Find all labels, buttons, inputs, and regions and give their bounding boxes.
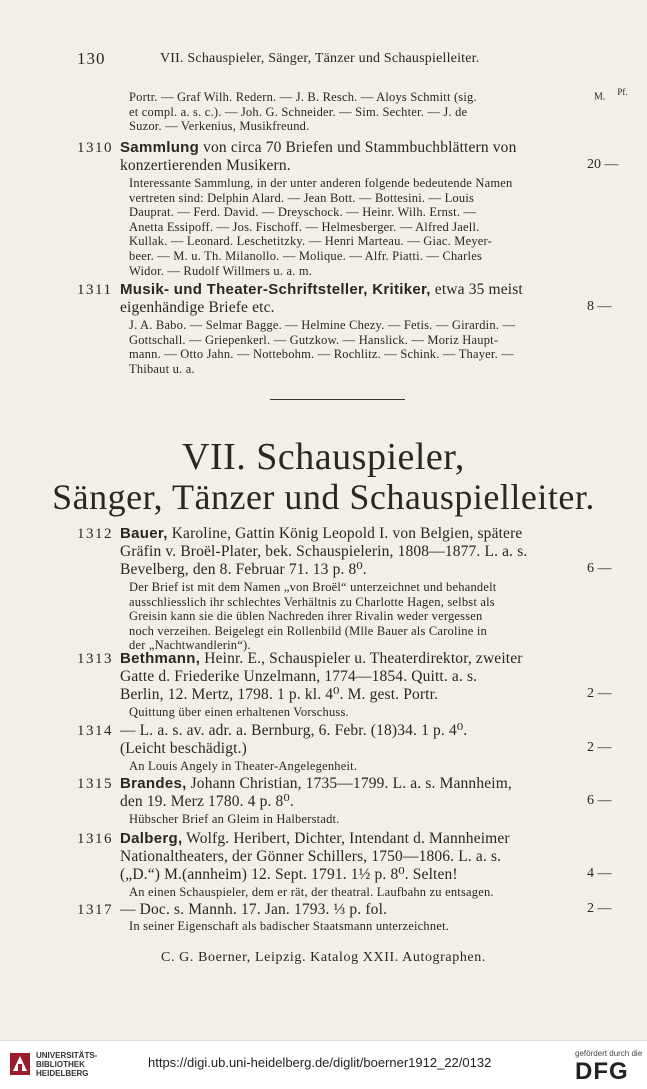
entry-number: 1314 — [77, 723, 113, 739]
entry-description: Quittung über einen erhaltenen Vorschuss. — [129, 705, 349, 719]
section-subtitle: Sänger, Tänzer und Schauspielleiter. — [52, 477, 595, 517]
catalog-entry-1314 — [77, 722, 627, 777]
entry-price: 6 — — [587, 793, 612, 808]
continuation-text: Portr. — Graf Wilh. Redern. — J. B. Resch. — Aloys Schmitt (sig. et compl. a. s. c.). — Joh. G. Schneider. — Sim. Sechter. — J. de Suzor. — Verkenius, Musikfreund. — [129, 90, 477, 134]
section-divider — [270, 399, 405, 400]
institution-name: UNIVERSITÄTS- BIBLIOTHEK HEIDELBERG — [36, 1051, 98, 1078]
entry-description: J. A. Babo. — Selmar Bagge. — Helmine Chezy. — Fetis. — Girardin. — Gottschall. — Griepenkerl. — Gutzkow. — Hanslick. — Moriz Haupt- mann. — Otto Jahn. — Nottebohm. — Rochlitz. — Schink. — Thayer. — Thibaut u. a. — [129, 318, 516, 376]
entry-number: 1317 — [77, 902, 113, 918]
entry-price: 2 — — [587, 901, 612, 916]
entry-number: 1311 — [77, 282, 113, 298]
entry-price: 2 — — [587, 740, 612, 755]
entry-price: 20 — — [587, 157, 619, 172]
entry-title: Bethmann, Heinr. E., Schauspieler u. Theaterdirektor, zweiter Gatte d. Friederike Unzelmann, 1774—1854. Quitt. a. s. Berlin, 12. Mertz, 1798. 1 p. kl. 4⁰. M. gest. Portr. — [120, 650, 523, 703]
catalog-entry-1311 — [77, 281, 627, 381]
entry-description: Hübscher Brief an Gleim in Halberstadt. — [129, 812, 340, 826]
entry-number: 1315 — [77, 776, 113, 792]
catalog-entry-1312 — [77, 525, 627, 653]
entry-description: Der Brief ist mit dem Namen „von Broël“ unterzeichnet und behandelt ausschliesslich ihr schlechtes Verhältnis zu Charlotte Hagen, selbst als Greisin kann sie die üblen Nachreden ihrer Rivalin weder vergessen noch verzeihen. Beigelegt ein Rollenbild (Mlle Bauer als Caroline in der „Nachtwandlerin“). — [129, 580, 497, 653]
section-title: VII. Schauspieler, — [182, 436, 465, 478]
entry-description: In seiner Eigenschaft als badischer Staatsmann unterzeichnet. — [129, 919, 450, 933]
funded-by-text: gefördert durch die — [575, 1049, 643, 1058]
entry-title: — Doc. s. Mannh. 17. Jan. 1793. ⅓ p. fol. — [120, 901, 388, 918]
page-header — [0, 45, 647, 103]
entry-price: 4 — — [587, 866, 612, 881]
catalog-entry-1310 — [77, 139, 627, 279]
entry-number: 1310 — [77, 140, 113, 156]
university-library-logo-icon — [8, 1049, 32, 1079]
entry-description: An Louis Angely in Theater-Angelegenheit. — [129, 759, 358, 773]
catalog-entry-1315 — [77, 775, 627, 830]
entry-price: 8 — — [587, 299, 612, 314]
entry-title: Brandes, Johann Christian, 1735—1799. L. a. s. Mannheim, den 19. Merz 1780. 4 p. 8⁰. — [120, 775, 512, 810]
catalog-footer: C. G. Boerner, Leipzig. Katalog XXII. Autographen. — [161, 950, 486, 965]
page-number: 130 — [77, 49, 106, 68]
entry-number: 1316 — [77, 831, 113, 847]
viewer-footer-bar — [0, 1040, 647, 1089]
permalink-url[interactable]: https://digi.ub.uni-heidelberg.de/diglit/boerner1912_22/0132 — [148, 1055, 492, 1070]
entry-title: Sammlung von circa 70 Briefen und Stammbuchblättern von konzertierenden Musikern. — [120, 139, 517, 174]
entry-price: 6 — — [587, 561, 612, 576]
entry-description: An einen Schauspieler, dem er rät, der theatral. Laufbahn zu entsagen. — [129, 885, 494, 899]
entry-title: Musik- und Theater-Schriftsteller, Kritiker, etwa 35 meist eigenhändige Briefe etc. — [120, 281, 523, 316]
entry-description: Interessante Sammlung, in der unter anderen folgende bedeutende Namen vertreten sind: Delphin Alard. — Jean Bott. — Bottesini. — Louis Dauprat. — Ferd. David. — Dreyschock. — Heinr. Wilh. Ernst. — Anetta Essipoff. — Jos. Fischoff. — Helmesberger. — Alfred Jaell. Kullak. — Leonard. Leschetitzky. — Henri Marteau. — Giac. Meyer- beer. — M. u. Th. Milanollo. — Molique. — Alfr. Piatti. — Charles Widor. — Rudolf Willmers u. a. m. — [129, 176, 513, 278]
dfg-logo: DFG — [575, 1058, 629, 1085]
entry-number: 1313 — [77, 651, 113, 667]
entry-title: Bauer, Karoline, Gattin König Leopold I. von Belgien, spätere Gräfin v. Broël-Plater, bek. Schauspielerin, 1808—1877. L. a. s. Bevelberg, den 8. Februar 71. 13 p. 8⁰. — [120, 525, 528, 578]
catalog-entry-1317 — [77, 901, 627, 937]
running-head: VII. Schauspieler, Sänger, Tänzer und Schauspielleiter. — [160, 51, 480, 66]
catalog-entry-1313 — [77, 650, 627, 725]
entry-number: 1312 — [77, 526, 113, 542]
price-column-header: M. Pf. — [594, 87, 628, 103]
catalog-entry-1316 — [77, 830, 627, 900]
entry-title: Dalberg, Wolfg. Heribert, Dichter, Intendant d. Mannheimer Nationaltheaters, der Gönner Schillers, 1750—1806. L. a. s. („D.“) M.(annheim) 12. Sept. 1791. 1½ p. 8⁰. Selten! — [120, 830, 510, 883]
entry-title: — L. a. s. av. adr. a. Bernburg, 6. Febr. (18)34. 1 p. 4⁰. (Leicht beschädigt.) — [120, 722, 468, 757]
entry-price: 2 — — [587, 686, 612, 701]
